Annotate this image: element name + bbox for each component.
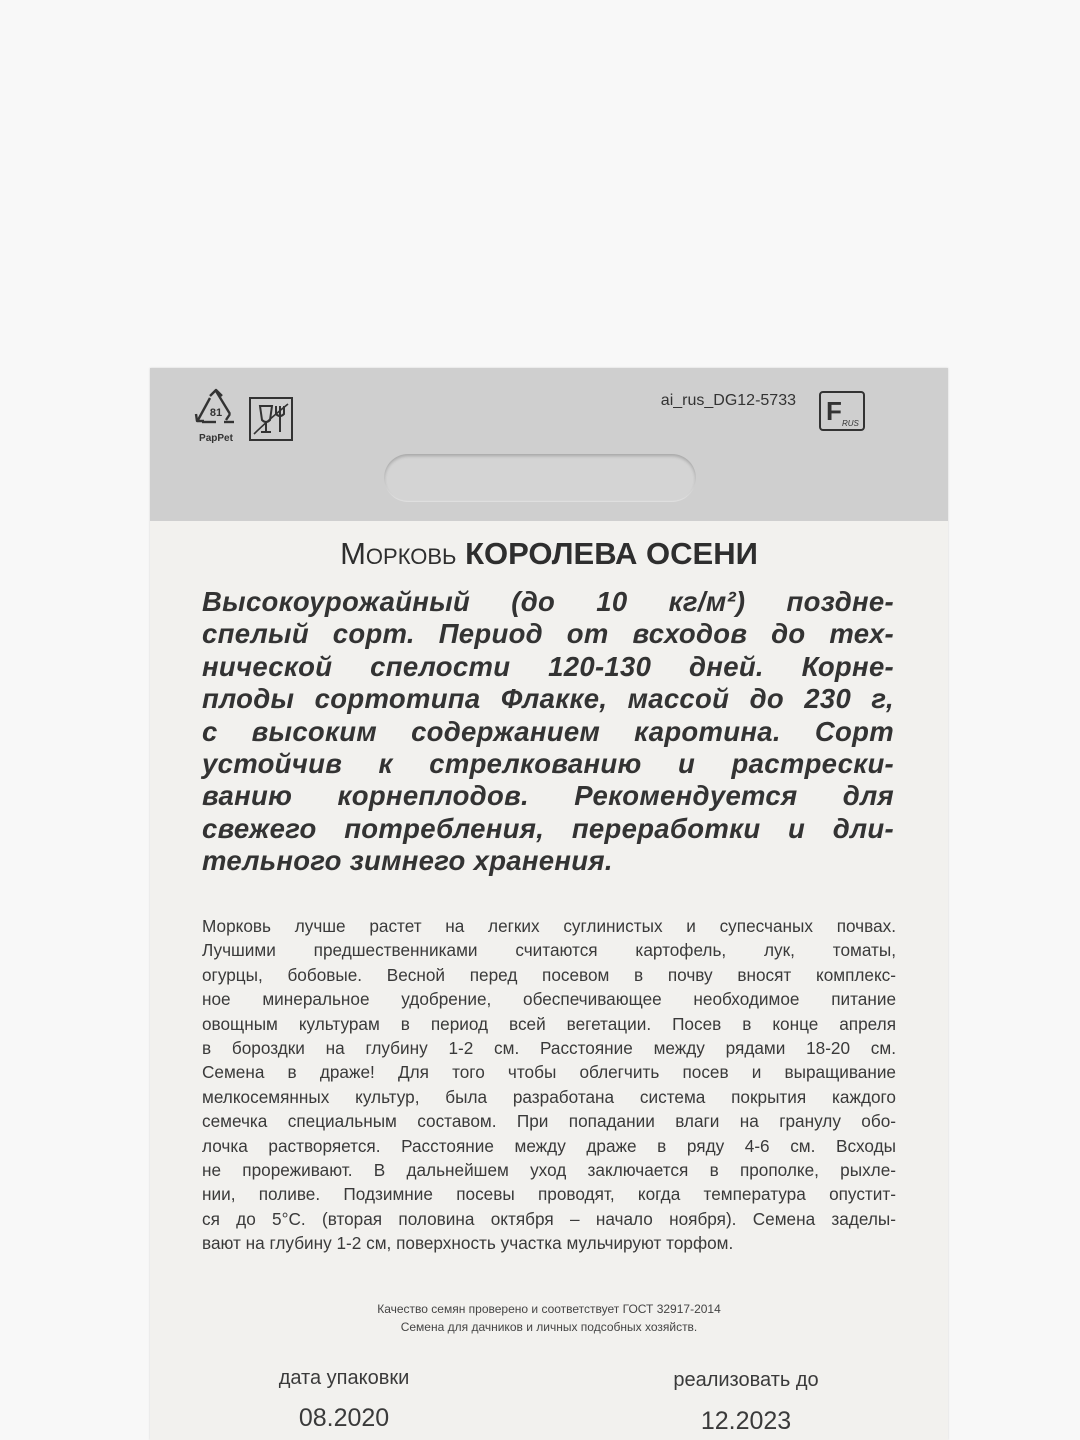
f-rus-sub: RUS [842,419,859,428]
product-code: ai_rus_DG12-5733 [660,392,796,409]
quality-line-purpose: Семена для дачников и личных подсобных хозяйств. [400,1320,698,1334]
body-line: мелкосемянных культур, была разработана система покрытия каждого [202,1086,896,1107]
lead-line: тельного зимнего хранения. [202,845,613,877]
body-line: огурцы, бобовые. Весной перед посевом в почву вносят комплекс- [202,964,896,985]
body-line: ся до 5°С. (вторая половина октября – начало ноября). Семена заделы- [202,1208,896,1229]
body-line: Морковь лучше растет на легких суглинистых и супесчаных почвах. [202,916,896,936]
body-line: Семена в драже! Для того чтобы облегчить посев и выращивание [202,1062,896,1083]
hang-slot [384,454,696,502]
lead-line: ванию корнеплодов. Рекомендуется для [202,780,894,812]
quality-line-gost: Качество семян проверено и соответствует ГОСТ 32917-2014 [377,1302,721,1316]
recycle-code: 81 [209,407,223,419]
body-line: в бороздки на глубину 1-2 см. Расстояние между рядами 18-20 см. [202,1038,896,1059]
body-line: лочка растворяется. Расстояние между драже в ряду 4-6 см. Всходы [202,1135,896,1156]
body-line: овощным культурам в период всей вегетации. Посев в конце апреля [202,1013,896,1034]
title-variety: КОРОЛЕВА ОСЕНИ [465,536,758,571]
lead-line: спелый сорт. Период от всходов до тех- [202,618,894,650]
lead-line: плоды сортотипа Флакке, массой до 230 г, [202,683,894,715]
recycle-icon [190,388,242,446]
body-line: семечка специальным составом. При попадании влаги на гранулу обо- [202,1111,896,1132]
body-line: нии, поливе. Подзимние посевы проводят, когда температура опустит- [202,1184,896,1205]
packed-date-label: дата упаковки [278,1367,410,1389]
packet-header [150,368,948,521]
variety-description [202,586,894,878]
growing-instructions [202,914,896,1256]
lead-line: Высокоурожайный (до 10 кг/м²) поздне- [202,586,894,617]
f-rus-letter: F [826,396,842,426]
recycle-material: PapPet [199,433,233,444]
food-safe-glass-fork-icon [246,394,296,444]
title-prefix: Морковь [340,536,457,571]
sell-by-label: реализовать до [673,1369,819,1391]
lead-line: свежего потребления, переработки и дли- [202,812,894,844]
body-line: вают на глубину 1-2 см, поверхность участка мульчируют торфом. [202,1233,734,1254]
body-line: Лучшими предшественниками считаются картофель, лук, томаты, [202,940,896,961]
seed-packet-back [150,368,948,1440]
lead-line: с высоким содержанием каротина. Сорт [202,715,894,747]
lead-line: нической спелости 120-130 дней. Корне- [202,650,894,682]
product-title [150,536,948,572]
lead-line: устойчив к стрелкованию и растрески- [202,748,894,780]
packed-date-value: 08.2020 [298,1404,390,1432]
f-rus-logo [818,390,866,432]
quality-statement [150,1300,948,1336]
body-line: не прореживают. В дальнейшем уход заключается в прополке, рыхле- [202,1160,896,1181]
body-line: ное минеральное удобрение, обеспечивающее необходимое питание [202,989,896,1010]
sell-by-value: 12.2023 [700,1407,792,1435]
